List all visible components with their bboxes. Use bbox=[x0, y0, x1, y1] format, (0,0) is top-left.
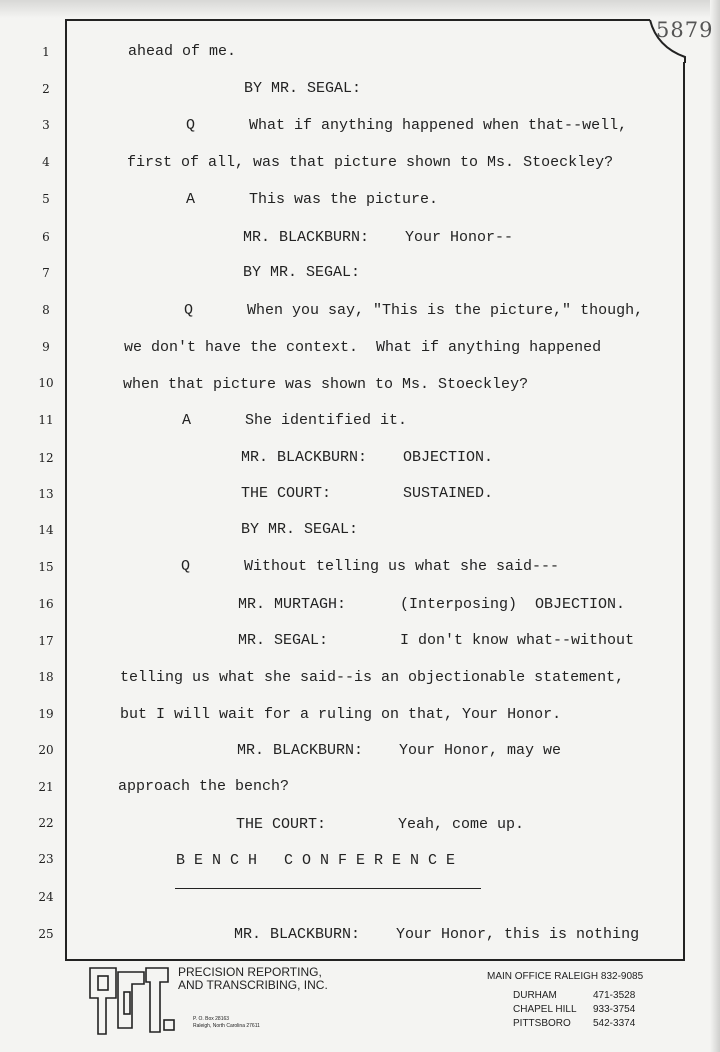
scan-shadow-right bbox=[710, 0, 720, 1052]
line-number: 4 bbox=[42, 155, 50, 169]
line-number: 1 bbox=[42, 45, 50, 59]
transcript-line: when that picture was shown to Ms. Stoeckley? bbox=[123, 376, 529, 393]
office-city: DURHAM bbox=[513, 990, 557, 1001]
page-border-top bbox=[65, 19, 650, 21]
scan-shadow-top bbox=[0, 0, 720, 18]
transcript-line: telling us what she said--is an objectionable statement, bbox=[120, 669, 625, 686]
page-border-right bbox=[683, 62, 685, 961]
pt-logo-icon bbox=[88, 964, 176, 1036]
transcript-line: but I will wait for a ruling on that, Your Honor. bbox=[120, 706, 562, 723]
page-number: 5879 bbox=[656, 18, 714, 42]
transcript-line: THE COURT: SUSTAINED. bbox=[241, 485, 494, 502]
office-city: PITTSBORO bbox=[513, 1018, 571, 1029]
office-phone: 542-3374 bbox=[593, 1018, 636, 1029]
line-number: 24 bbox=[38, 890, 54, 904]
line-number: 5 bbox=[42, 192, 50, 206]
transcript-line: A She identified it. bbox=[182, 412, 408, 429]
firm-name-line1: PRECISION REPORTING, bbox=[178, 965, 322, 979]
transcript-line: MR. SEGAL: I don't know what--without bbox=[238, 632, 635, 649]
transcript-line: we don't have the context. What if anything happened bbox=[124, 339, 602, 356]
line-number: 10 bbox=[38, 376, 54, 390]
transcript-line: Q Without telling us what she said--- bbox=[181, 558, 560, 575]
main-office: MAIN OFFICE RALEIGH 832-9085 bbox=[487, 971, 644, 982]
line-number: 3 bbox=[42, 118, 50, 132]
line-number: 22 bbox=[38, 816, 54, 830]
line-number: 16 bbox=[38, 597, 54, 611]
line-number: 23 bbox=[38, 852, 54, 866]
line-number: 18 bbox=[38, 670, 54, 684]
address-line2: Raleigh, North Carolina 27611 bbox=[193, 1023, 260, 1029]
firm-name-line2: AND TRANSCRIBING, INC. bbox=[178, 978, 328, 992]
office-phone: 933-3754 bbox=[593, 1004, 636, 1015]
firm-address bbox=[193, 1016, 260, 1030]
line-number: 21 bbox=[38, 780, 54, 794]
transcript-line: MR. BLACKBURN: Your Honor, may we bbox=[237, 742, 562, 759]
office-phone: 471-3528 bbox=[593, 990, 636, 1001]
line-number: 15 bbox=[38, 560, 54, 574]
transcript-line: MR. BLACKBURN: Your Honor-- bbox=[243, 229, 514, 246]
line-number: 20 bbox=[38, 743, 54, 757]
line-number: 25 bbox=[38, 927, 54, 941]
transcript-line: ahead of me. bbox=[128, 43, 237, 60]
transcript-line: BY MR. SEGAL: bbox=[243, 264, 361, 281]
transcript-line: MR. BLACKBURN: Your Honor, this is nothing bbox=[234, 926, 640, 943]
line-number: 14 bbox=[38, 523, 54, 537]
transcript-line: Q What if anything happened when that--well, bbox=[186, 117, 628, 134]
transcript-line: MR. BLACKBURN: OBJECTION. bbox=[241, 449, 494, 466]
bench-conference-heading: B E N C H C O N F E R E N C E bbox=[176, 852, 456, 869]
transcript-line: MR. MURTAGH: (Interposing) OBJECTION. bbox=[238, 596, 626, 613]
transcript-line: A This was the picture. bbox=[186, 191, 439, 208]
line-number: 11 bbox=[38, 413, 54, 427]
transcript-line: THE COURT: Yeah, come up. bbox=[236, 816, 525, 833]
line-number: 6 bbox=[42, 230, 50, 244]
transcript-line: BY MR. SEGAL: bbox=[244, 80, 362, 97]
line-number: 9 bbox=[42, 340, 50, 354]
line-number: 7 bbox=[42, 266, 50, 280]
firm-name bbox=[178, 966, 328, 992]
transcript-line: approach the bench? bbox=[118, 778, 290, 795]
heading-underline bbox=[175, 888, 481, 889]
transcript-line: BY MR. SEGAL: bbox=[241, 521, 359, 538]
line-number: 13 bbox=[38, 487, 54, 501]
office-city: CHAPEL HILL bbox=[513, 1004, 577, 1015]
transcript-line: first of all, was that picture shown to Ms. Stoeckley? bbox=[127, 154, 614, 171]
line-number: 8 bbox=[42, 303, 50, 317]
line-number: 12 bbox=[38, 451, 54, 465]
line-number: 2 bbox=[42, 82, 50, 96]
line-number: 19 bbox=[38, 707, 54, 721]
transcript-line: Q When you say, "This is the picture," though, bbox=[184, 302, 644, 319]
line-number: 17 bbox=[38, 634, 54, 648]
address-line1: P. O. Box 28163 bbox=[193, 1016, 230, 1022]
